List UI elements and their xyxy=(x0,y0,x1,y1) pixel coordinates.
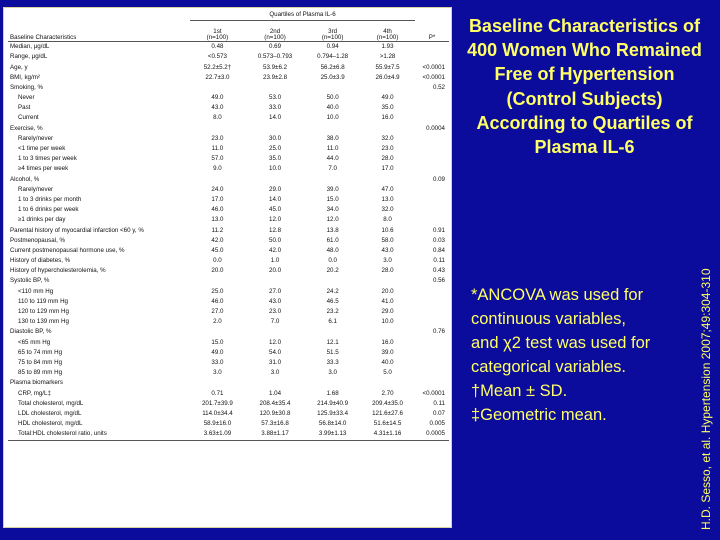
cell-value: 38.0 xyxy=(326,134,339,142)
cell-value: >1.28 xyxy=(379,53,396,61)
baseline-table xyxy=(8,10,449,441)
cell-value: 0.48 xyxy=(211,43,224,51)
cell-value: 58.9±16.0 xyxy=(203,420,232,428)
p-value: 0.03 xyxy=(432,236,445,244)
cell-value: 0.794–1.28 xyxy=(317,53,349,61)
cell-value: 12.1 xyxy=(326,338,339,346)
cell-value: 25.0±3.9 xyxy=(320,73,345,81)
row-label: Age, y xyxy=(10,63,28,71)
row-label: Postmenopausal, % xyxy=(10,236,66,244)
row-label: Rarely/never xyxy=(18,185,54,193)
table-row xyxy=(8,124,449,134)
table-row xyxy=(8,164,449,174)
p-value xyxy=(415,185,449,195)
table-row xyxy=(8,83,449,93)
p-value: 0.07 xyxy=(432,409,445,417)
cell-value: 26.0±4.9 xyxy=(375,73,400,81)
cell-value: 13.0 xyxy=(211,216,224,224)
p-value: 0.11 xyxy=(433,257,445,265)
footnote-line: †Mean ± SD. xyxy=(471,382,568,400)
cell-value: 9.0 xyxy=(213,165,222,173)
row-label: ≥1 drinks per day xyxy=(18,216,66,224)
row-label: <1 time per week xyxy=(18,145,66,153)
cell-value: 214.9±40.9 xyxy=(317,399,349,407)
cell-value xyxy=(245,83,305,93)
p-value: <0.0001 xyxy=(422,389,445,397)
cell-value: 6.1 xyxy=(328,318,337,326)
row-label: 1 to 6 drinks per week xyxy=(18,206,79,214)
cell-value: 1.68 xyxy=(326,389,339,397)
label-column-header: Baseline Characteristics xyxy=(8,21,190,42)
row-label: 130 to 139 mm Hg xyxy=(18,318,69,326)
cell-value: 8.0 xyxy=(383,216,392,224)
table-row xyxy=(8,42,449,53)
row-label: Smoking, % xyxy=(10,83,44,91)
cell-value: 47.0 xyxy=(381,185,394,193)
cell-value: 208.4±35.4 xyxy=(259,399,291,407)
cell-value xyxy=(245,327,305,337)
table-row xyxy=(8,114,449,124)
cell-value: 3.99±1.13 xyxy=(305,429,360,440)
cell-value: 10.0 xyxy=(326,114,339,122)
cell-value: 43.0 xyxy=(269,297,282,305)
cell-value: 30.0 xyxy=(269,134,282,142)
p-column-header: P* xyxy=(415,21,449,42)
cell-value: 49.0 xyxy=(211,348,224,356)
cell-value: 45.0 xyxy=(269,206,282,214)
cell-value: 56.2±6.8 xyxy=(320,63,345,71)
cell-value: 40.0 xyxy=(326,104,339,112)
row-label: <110 mm Hg xyxy=(18,287,54,295)
cell-value: 24.0 xyxy=(211,185,224,193)
cell-value: 49.0 xyxy=(381,94,394,102)
row-label: ≥4 times per week xyxy=(18,165,69,173)
cell-value: 28.0 xyxy=(381,155,394,163)
cell-value: 27.0 xyxy=(211,308,224,316)
cell-value: 1.93 xyxy=(381,43,394,51)
cell-value: 5.0 xyxy=(383,369,392,377)
row-label: LDL cholesterol, mg/dL xyxy=(18,409,82,417)
table-row xyxy=(8,205,449,215)
slide-title: Baseline Characteristics of 400 Women Who Remained Free of Hypertension (Control Subjects) According to Quartiles of Plasma IL-6 xyxy=(467,16,702,158)
p-value xyxy=(415,42,449,53)
row-label: Alcohol, % xyxy=(10,175,40,183)
table-row xyxy=(8,399,449,409)
cell-value: 46.5 xyxy=(326,297,339,305)
row-label: 85 to 89 mm Hg xyxy=(18,369,63,377)
cell-value: 3.0 xyxy=(328,369,337,377)
cell-value: 29.0 xyxy=(381,308,394,316)
cell-value: 10.0 xyxy=(381,318,394,326)
p-value xyxy=(415,378,449,388)
cell-value: 55.9±7.5 xyxy=(375,63,400,71)
row-label: 75 to 84 mm Hg xyxy=(18,358,63,366)
cell-value: 3.0 xyxy=(270,369,280,377)
cell-value: 45.0 xyxy=(211,246,224,254)
table-row xyxy=(8,175,449,185)
cell-value: 46.0 xyxy=(211,206,224,214)
table-row xyxy=(8,73,449,83)
p-value: <0.0001 xyxy=(422,63,445,71)
cell-value: 42.0 xyxy=(211,236,224,244)
cell-value: 28.0 xyxy=(381,267,394,275)
cell-value: 16.0 xyxy=(381,114,394,122)
table-row xyxy=(8,378,449,388)
p-value xyxy=(415,93,449,103)
p-value: 0.11 xyxy=(433,399,445,407)
table-row xyxy=(8,246,449,256)
col-header-1: 1st (n=100) xyxy=(190,21,245,42)
cell-value: 42.0 xyxy=(269,246,282,254)
table-row xyxy=(8,419,449,429)
table-group-header-row xyxy=(8,10,449,21)
table-row xyxy=(8,327,449,337)
cell-value: 51.5 xyxy=(326,348,339,356)
cell-value: 11.0 xyxy=(211,145,224,153)
table-row xyxy=(8,93,449,103)
row-label: Plasma biomarkers xyxy=(10,379,63,387)
p-value xyxy=(415,317,449,327)
quartiles-header: Quartiles of Plasma IL-6 xyxy=(190,10,415,21)
cell-value xyxy=(190,124,245,134)
table-row xyxy=(8,297,449,307)
citation: H.D. Sesso, et al. Hypertension 2007;49:304-310 xyxy=(699,268,713,530)
row-label: Parental history of myocardial infarction <60 y, % xyxy=(10,226,144,234)
p-value xyxy=(415,287,449,297)
row-label: HDL cholesterol, mg/dL xyxy=(18,420,83,428)
cell-value: 7.0 xyxy=(270,318,280,326)
p-value: 0.76 xyxy=(432,328,445,336)
cell-value: 3.0 xyxy=(213,369,222,377)
cell-value: 14.0 xyxy=(269,114,282,122)
p-value xyxy=(415,348,449,358)
table-row xyxy=(8,63,449,73)
row-label: Total cholesterol, mg/dL xyxy=(18,399,84,407)
p-value: 0.0004 xyxy=(426,124,445,132)
cell-value: 120.9±30.8 xyxy=(259,409,291,417)
row-label: <65 mm Hg xyxy=(18,338,51,346)
cell-value: 35.0 xyxy=(269,155,282,163)
row-label: Rarely/never xyxy=(18,134,54,142)
table-row xyxy=(8,317,449,327)
table-row xyxy=(8,226,449,236)
cell-value: 57.3±16.8 xyxy=(261,420,289,428)
row-label: Current postmenopausal hormone use, % xyxy=(10,246,125,254)
cell-value xyxy=(360,277,415,287)
cell-value: 20.0 xyxy=(381,287,394,295)
footnote-line: continuous variables, xyxy=(471,310,627,328)
p-value: 0.43 xyxy=(432,267,445,275)
table-row xyxy=(8,185,449,195)
row-label: Past xyxy=(18,104,31,112)
p-value: 0.91 xyxy=(432,226,445,234)
cell-value: 15.0 xyxy=(326,195,339,203)
row-label: 1 to 3 drinks per month xyxy=(18,195,82,203)
cell-value: 57.0 xyxy=(211,155,224,163)
cell-value: 23.9±2.8 xyxy=(263,73,288,81)
cell-value: 43.0 xyxy=(381,246,394,254)
cell-value xyxy=(190,83,245,93)
p-value xyxy=(415,103,449,113)
cell-value xyxy=(190,277,245,287)
p-value xyxy=(415,297,449,307)
table-column-header-row xyxy=(8,21,449,42)
table-row xyxy=(8,389,449,399)
row-label: History of hypercholesterolemia, % xyxy=(10,267,106,275)
cell-value: 20.0 xyxy=(269,267,282,275)
cell-value xyxy=(305,124,360,134)
row-label: Median, μg/dL xyxy=(10,43,50,51)
cell-value: 15.0 xyxy=(211,338,224,346)
cell-value xyxy=(305,378,360,388)
p-value xyxy=(415,144,449,154)
cell-value: 33.0 xyxy=(211,358,224,366)
table-body xyxy=(8,42,449,440)
cell-value: 10.0 xyxy=(269,165,282,173)
table-panel xyxy=(3,7,452,528)
cell-value: 0.0 xyxy=(213,257,222,265)
row-label: Diastolic BP, % xyxy=(10,328,52,336)
p-value xyxy=(415,52,449,62)
table-row xyxy=(8,103,449,113)
table-row xyxy=(8,256,449,266)
cell-value: 0.69 xyxy=(269,43,282,51)
cell-value: 3.63±1.09 xyxy=(190,429,245,440)
p-value: 0.56 xyxy=(432,277,445,285)
p-value xyxy=(415,215,449,225)
cell-value: 35.0 xyxy=(381,104,394,112)
cell-value: 13.0 xyxy=(381,195,394,203)
col-header-4: 4th (n=100) xyxy=(360,21,415,42)
table-row xyxy=(8,307,449,317)
cell-value xyxy=(305,175,360,185)
cell-value: 11.0 xyxy=(326,145,339,153)
cell-value: 32.0 xyxy=(381,134,394,142)
table-row xyxy=(8,144,449,154)
cell-value: 53.9±6.2 xyxy=(263,63,288,71)
cell-value: 16.0 xyxy=(381,338,394,346)
cell-value: 121.6±27.6 xyxy=(372,409,404,417)
cell-value xyxy=(305,83,360,93)
p-value: 0.0005 xyxy=(415,429,449,440)
table-row xyxy=(8,215,449,225)
footnote-line: *ANCOVA was used for xyxy=(471,286,644,304)
cell-value: 3.0 xyxy=(383,257,392,265)
cell-value: 23.2 xyxy=(326,308,339,316)
cell-value xyxy=(245,175,305,185)
p-value xyxy=(415,368,449,378)
cell-value xyxy=(190,378,245,388)
cell-value: 41.0 xyxy=(381,297,394,305)
row-label: 65 to 74 mm Hg xyxy=(18,348,63,356)
cell-value: 0.0 xyxy=(328,257,337,265)
cell-value: 39.0 xyxy=(326,185,339,193)
cell-value: 209.4±35.0 xyxy=(372,399,404,407)
p-value xyxy=(415,114,449,124)
table-row xyxy=(8,358,449,368)
cell-value: 17.0 xyxy=(381,165,394,173)
row-label: History of diabetes, % xyxy=(10,257,71,265)
table-row xyxy=(8,368,449,378)
row-label: CRP, mg/L‡ xyxy=(18,389,51,397)
table-row xyxy=(8,236,449,246)
cell-value: 12.0 xyxy=(326,216,339,224)
footnote-line: ‡Geometric mean. xyxy=(471,406,607,424)
table-row xyxy=(8,348,449,358)
p-value: 0.005 xyxy=(429,420,445,428)
cell-value: 54.0 xyxy=(269,348,282,356)
cell-value: 51.6±14.5 xyxy=(373,420,402,428)
cell-value: 14.0 xyxy=(269,195,282,203)
p-value: 0.52 xyxy=(432,83,445,91)
cell-value: 3.88±1.17 xyxy=(245,429,305,440)
cell-value: 22.7±3.0 xyxy=(205,73,230,81)
row-label: 1 to 3 times per week xyxy=(18,155,77,163)
cell-value: 12.0 xyxy=(269,216,282,224)
row-label: Exercise, % xyxy=(10,124,43,132)
row-label: Current xyxy=(18,114,39,122)
row-label: Systolic BP, % xyxy=(10,277,50,285)
cell-value xyxy=(360,327,415,337)
p-value: 0.84 xyxy=(432,246,445,254)
row-label: BMI, kg/m² xyxy=(10,73,40,81)
p-value xyxy=(415,154,449,164)
col-header-3: 3rd (n=100) xyxy=(305,21,360,42)
table-row xyxy=(8,277,449,287)
cell-value: 20.0 xyxy=(211,267,224,275)
cell-value: 34.0 xyxy=(326,206,339,214)
cell-value: 2.0 xyxy=(213,318,222,326)
cell-value: 58.0 xyxy=(381,236,394,244)
cell-value: 29.0 xyxy=(269,185,282,193)
p-value xyxy=(415,195,449,205)
cell-value xyxy=(245,378,305,388)
cell-value: 7.0 xyxy=(328,165,337,173)
cell-value: 40.0 xyxy=(381,358,394,366)
cell-value: 0.71 xyxy=(211,389,224,397)
cell-value: 50.0 xyxy=(326,94,339,102)
p-value xyxy=(415,358,449,368)
cell-value: 43.0 xyxy=(211,104,224,112)
cell-value: 31.0 xyxy=(269,358,282,366)
cell-value: 17.0 xyxy=(211,195,224,203)
cell-value xyxy=(360,378,415,388)
col-header-2: 2nd (n=100) xyxy=(245,21,305,42)
cell-value xyxy=(360,175,415,185)
table-row xyxy=(8,287,449,297)
cell-value xyxy=(305,277,360,287)
table-row xyxy=(8,195,449,205)
cell-value: 114.0±34.4 xyxy=(202,409,233,417)
cell-value: 32.0 xyxy=(381,206,394,214)
cell-value: 8.0 xyxy=(213,114,222,122)
p-value: <0.0001 xyxy=(422,73,445,81)
row-label: Never xyxy=(18,94,35,102)
cell-value: <0.573 xyxy=(207,53,227,61)
cell-value: 2.70 xyxy=(381,389,394,397)
cell-value: 201.7±39.9 xyxy=(201,399,233,407)
cell-value: 20.2 xyxy=(326,267,339,275)
table-row xyxy=(8,409,449,419)
cell-value: 0.573–0.793 xyxy=(257,53,293,61)
cell-value xyxy=(245,277,305,287)
cell-value: 4.31±1.16 xyxy=(360,429,415,440)
table-row xyxy=(8,52,449,62)
cell-value: 49.0 xyxy=(211,94,224,102)
p-value xyxy=(415,134,449,144)
footnote-line: and χ2 test was used for xyxy=(471,334,651,352)
cell-value: 39.0 xyxy=(381,348,394,356)
cell-value: 125.9±33.4 xyxy=(317,409,349,417)
cell-value: 11.2 xyxy=(211,226,224,234)
p-value xyxy=(415,307,449,317)
row-label: Range, μg/dL xyxy=(10,53,48,61)
cell-value: 48.0 xyxy=(326,246,339,254)
cell-value: 0.94 xyxy=(326,43,339,51)
cell-value: 50.0 xyxy=(269,236,282,244)
table-row xyxy=(8,266,449,276)
p-value xyxy=(415,164,449,174)
cell-value xyxy=(245,124,305,134)
cell-value: 13.8 xyxy=(326,226,339,234)
cell-value: 12.0 xyxy=(269,338,282,346)
cell-value: 33.0 xyxy=(269,104,282,112)
footnotes xyxy=(471,283,701,427)
p-value xyxy=(415,205,449,215)
cell-value: 25.0 xyxy=(211,287,224,295)
cell-value xyxy=(190,175,245,185)
cell-value xyxy=(190,327,245,337)
p-value xyxy=(415,338,449,348)
cell-value: 44.0 xyxy=(326,155,339,163)
cell-value: 12.8 xyxy=(269,226,282,234)
cell-value: 33.3 xyxy=(326,358,339,366)
footnote-line: categorical variables. xyxy=(471,358,626,376)
table-row xyxy=(8,338,449,348)
cell-value: 56.8±14.0 xyxy=(318,420,347,428)
cell-value: 23.0 xyxy=(381,145,394,153)
cell-value: 61.0 xyxy=(326,236,339,244)
table-row xyxy=(8,134,449,144)
cell-value xyxy=(360,124,415,134)
cell-value xyxy=(360,83,415,93)
cell-value: 23.0 xyxy=(211,134,224,142)
cell-value: 10.6 xyxy=(381,226,394,234)
cell-value: 53.0 xyxy=(269,94,282,102)
row-label: Total:HDL cholesterol ratio, units xyxy=(8,429,190,440)
cell-value: 25.0 xyxy=(269,145,282,153)
cell-value: 27.0 xyxy=(269,287,282,295)
cell-value: 23.0 xyxy=(269,308,282,316)
cell-value: 1.04 xyxy=(269,389,282,397)
row-label: 120 to 129 mm Hg xyxy=(18,308,69,316)
cell-value: 24.2 xyxy=(326,287,339,295)
row-label: 110 to 119 mm Hg xyxy=(18,297,68,305)
cell-value xyxy=(305,327,360,337)
cell-value: 52.2±5.2† xyxy=(203,63,232,71)
p-value: 0.09 xyxy=(432,175,445,183)
table-row xyxy=(8,429,449,440)
cell-value: 46.0 xyxy=(211,297,224,305)
table-row xyxy=(8,154,449,164)
cell-value: 1.0 xyxy=(270,257,280,265)
